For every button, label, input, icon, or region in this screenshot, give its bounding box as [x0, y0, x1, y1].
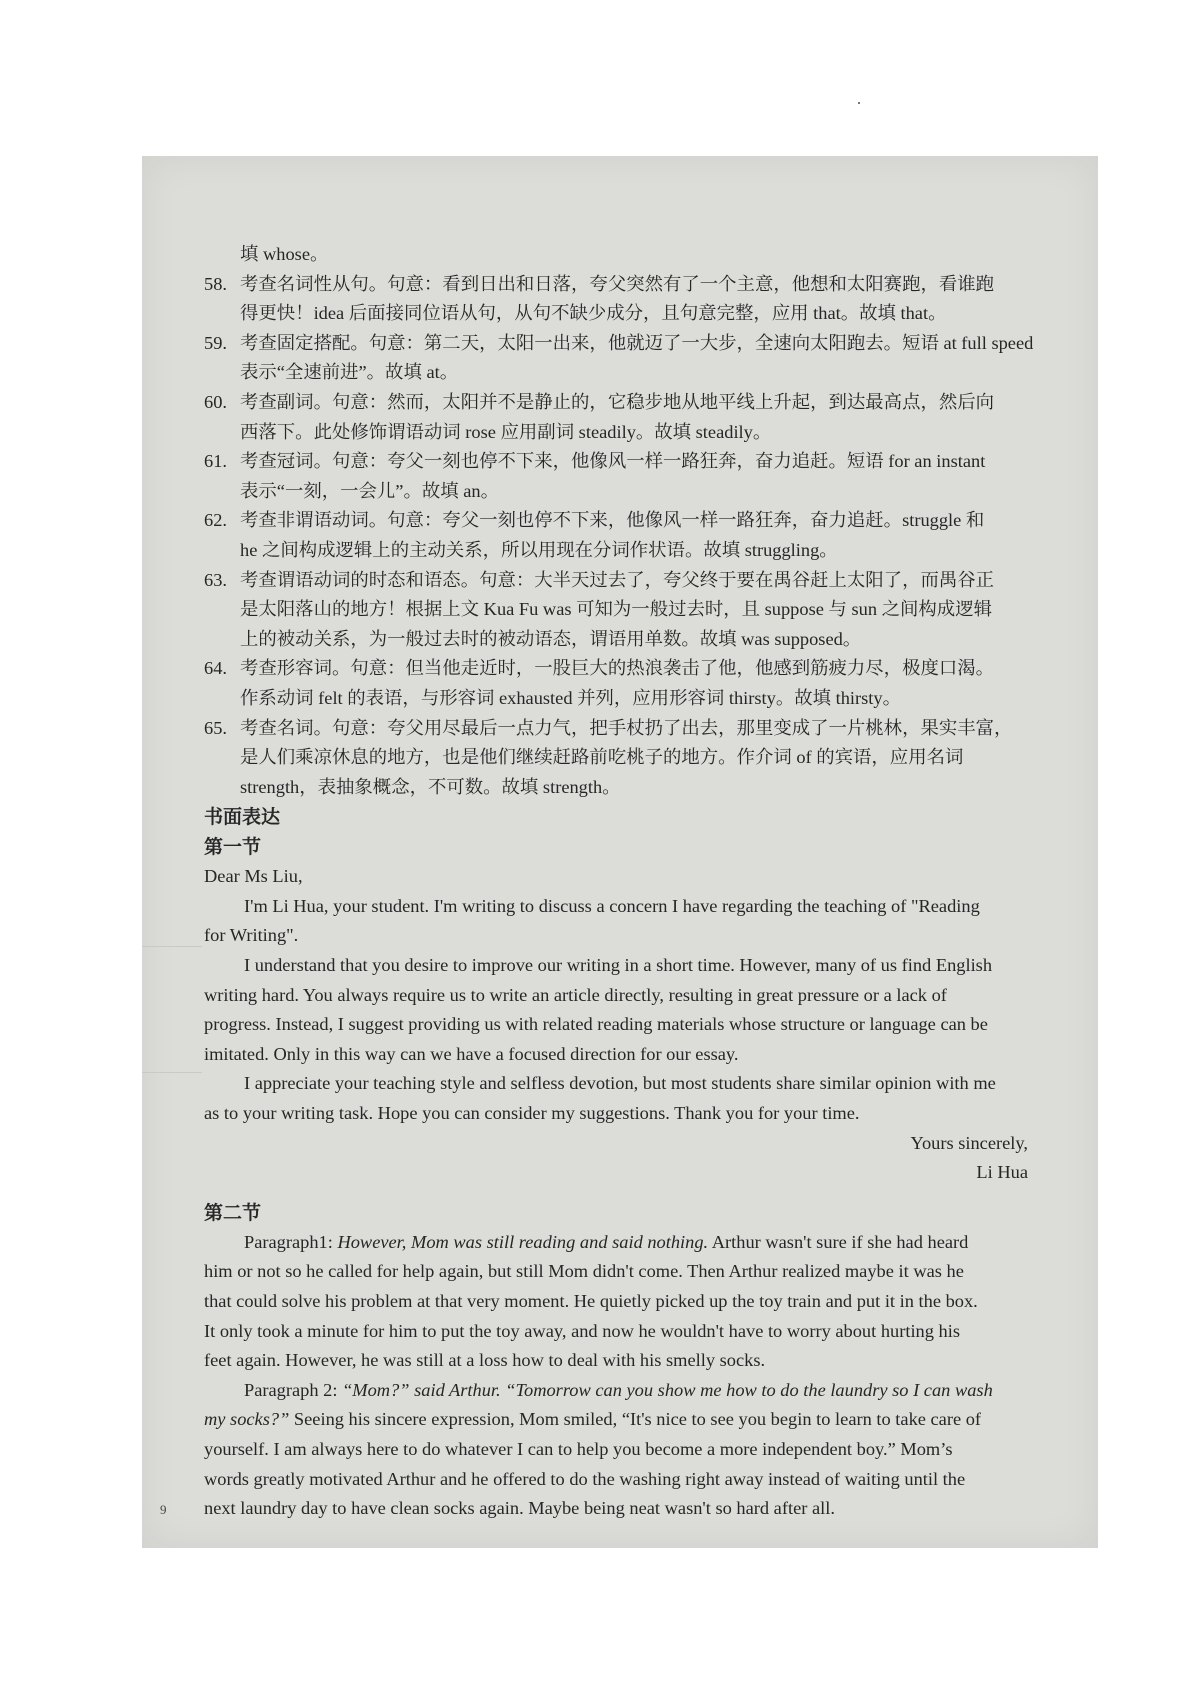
letter-salutation: Dear Ms Liu, [204, 866, 303, 887]
paragraph-line: progress. Instead, I suggest providing us with related reading materials whose structure or language can be [204, 1014, 988, 1035]
paragraph-line [204, 1376, 1034, 1406]
paragraph-line: that could solve his problem at that very moment. He quietly picked up the toy train and put it in the box. [204, 1291, 978, 1311]
answer-item [204, 506, 1034, 565]
paragraph-text: Arthur wasn't sure if she had heard [708, 1231, 969, 1252]
answer-item [204, 329, 1034, 388]
answer-item [204, 654, 1034, 713]
paragraph-line: writing hard. You always require us to write an article directly, resulting in great pressure or a lack of [204, 984, 947, 1005]
page-content [204, 240, 1034, 1524]
answer-line: 上的被动关系，为一般过去时的被动语态，谓语用单数。故填 was supposed。 [240, 628, 862, 649]
answer-line: 考查名词。句意：夸父用尽最后一点力气，把手杖扔了出去，那里变成了一片桃林，果实丰富， [240, 717, 1013, 738]
paragraph-line [204, 1228, 1034, 1258]
paragraph-line: feet again. However, he was still at a loss how to deal with his smelly socks. [204, 1350, 766, 1371]
paragraph-line: for Writing". [204, 925, 299, 946]
scanned-page [142, 156, 1098, 1548]
answer-item [204, 566, 1034, 655]
paragraph-line: It only took a minute for him to put the toy away, and now he wouldn't have to worry about hurting his [204, 1320, 961, 1341]
paragraph-line: yourself. I am always here to do whatever I can to help you become a more independent boy.” Mom’s [204, 1438, 953, 1459]
page-number: 9 [160, 1502, 167, 1517]
answer-number: 59. [204, 332, 227, 353]
answer-line: 得更快！idea 后面接同位语从句，从句不缺少成分，且句意完整，应用 that。故填 that。 [240, 303, 947, 324]
section-heading-part-one: 第一节 [204, 836, 262, 859]
paragraph-line: as to your writing task. Hope you can consider my suggestions. Thank you for your time. [204, 1103, 860, 1124]
answer-number: 58. [204, 273, 227, 294]
scan-rule [142, 946, 202, 947]
letter-signature: Li Hua [976, 1162, 1028, 1183]
given-sentence-end: my socks?” [204, 1409, 290, 1430]
given-sentence: “Mom?” said Arthur. “Tomorrow can you show me how to do the laundry so I can wash [342, 1379, 993, 1400]
answer-line: 考查副词。句意：然而，太阳并不是静止的，它稳步地从地平线上升起，到达最高点，然后向 [240, 391, 995, 412]
paragraph-line: I'm Li Hua, your student. I'm writing to discuss a concern I have regarding the teaching of "Reading [244, 895, 980, 916]
answer-list [204, 270, 1034, 803]
letter-closing: Yours sincerely, [910, 1132, 1028, 1153]
paragraph-line: next laundry day to have clean socks again. Maybe being neat wasn't so hard after all. [204, 1498, 835, 1519]
answer-number: 60. [204, 391, 227, 412]
answer-item [204, 447, 1034, 506]
answer-line: 考查形容词。句意：但当他走近时，一股巨大的热浪袭击了他，他感到筋疲力尽，极度口渴。 [240, 658, 995, 679]
story-paragraph-2 [204, 1376, 1034, 1524]
paragraph-line: I appreciate your teaching style and selfless devotion, but most students share similar opinion with me [244, 1073, 996, 1094]
section-heading-writing: 书面表达 [204, 806, 281, 829]
scan-rule [142, 1072, 202, 1073]
answer-number: 61. [204, 451, 227, 472]
answer-line: strength，表抽象概念，不可数。故填 strength。 [240, 776, 621, 797]
letter-paragraph [204, 951, 1034, 1069]
section-heading-part-two: 第二节 [204, 1201, 262, 1224]
answer-number: 62. [204, 510, 227, 531]
letter-paragraph [204, 892, 1034, 951]
answer-line: 表示“全速前进”。故填 at。 [240, 362, 459, 383]
paragraph-line: him or not so he called for help again, but still Mom didn't come. Then Arthur realized maybe it was he [204, 1261, 964, 1282]
answer-line: 作系动词 felt 的表语，与形容词 exhausted 并列，应用形容词 thirsty。故填 thirsty。 [240, 687, 902, 708]
answer-line: he 之间构成逻辑上的主动关系，所以用现在分词作状语。故填 struggling。 [240, 539, 838, 560]
answer-line: 西落下。此处修饰谓语动词 rose 应用副词 steadily。故填 steadily。 [240, 421, 772, 442]
answer-item [204, 270, 1034, 329]
answer-line: 表示“一刻，一会儿”。故填 an。 [240, 480, 499, 501]
paragraph-label: Paragraph1: [244, 1231, 338, 1252]
given-sentence: However, Mom was still reading and said nothing. [337, 1231, 709, 1252]
story-paragraph-1 [204, 1228, 1034, 1376]
answer-item [204, 388, 1034, 447]
paragraph-line: imitated. Only in this way can we have a focused direction for our essay. [204, 1043, 739, 1064]
answer-lead-line: 填 whose。 [240, 244, 329, 264]
paragraph-line: I understand that you desire to improve our writing in a short time. However, many of us find English [244, 955, 993, 976]
answer-number: 65. [204, 717, 227, 738]
answer-line: 是人们乘凉休息的地方，也是他们继续赶路前吃桃子的地方。作介词 of 的宾语，应用名词 [240, 747, 964, 768]
paragraph-line: words greatly motivated Arthur and he offered to do the washing right away instead of waiting until the [204, 1468, 966, 1489]
answer-line: 考查谓语动词的时态和语态。句意：大半天过去了，夸父终于要在禺谷赶上太阳了，而禺谷正 [240, 569, 995, 590]
scan-speck [858, 102, 860, 104]
answer-line: 考查非谓语动词。句意：夸父一刻也停不下来，他像风一样一路狂奔，奋力追赶。struggle 和 [240, 510, 985, 531]
answer-line: 考查名词性从句。句意：看到日出和日落，夸父突然有了一个主意，他想和太阳赛跑，看谁跑 [240, 273, 995, 294]
paragraph-label: Paragraph 2: [244, 1379, 343, 1400]
letter-paragraph [204, 1069, 1034, 1128]
answer-item [204, 714, 1034, 803]
answer-number: 64. [204, 658, 227, 679]
answer-line: 考查冠词。句意：夸父一刻也停不下来，他像风一样一路狂奔，奋力追赶。短语 for an instant [240, 451, 986, 472]
answer-line: 考查固定搭配。句意：第二天，太阳一出来，他就迈了一大步，全速向太阳跑去。短语 at full speed [240, 332, 1034, 353]
answer-line: 是太阳落山的地方！根据上文 Kua Fu was 可知为一般过去时，且 suppose 与 sun 之间构成逻辑 [240, 599, 992, 620]
answer-number: 63. [204, 569, 227, 590]
paragraph-line [204, 1405, 1034, 1435]
paragraph-text: Seeing his sincere expression, Mom smiled, “It's nice to see you begin to learn to take care of [289, 1409, 982, 1430]
